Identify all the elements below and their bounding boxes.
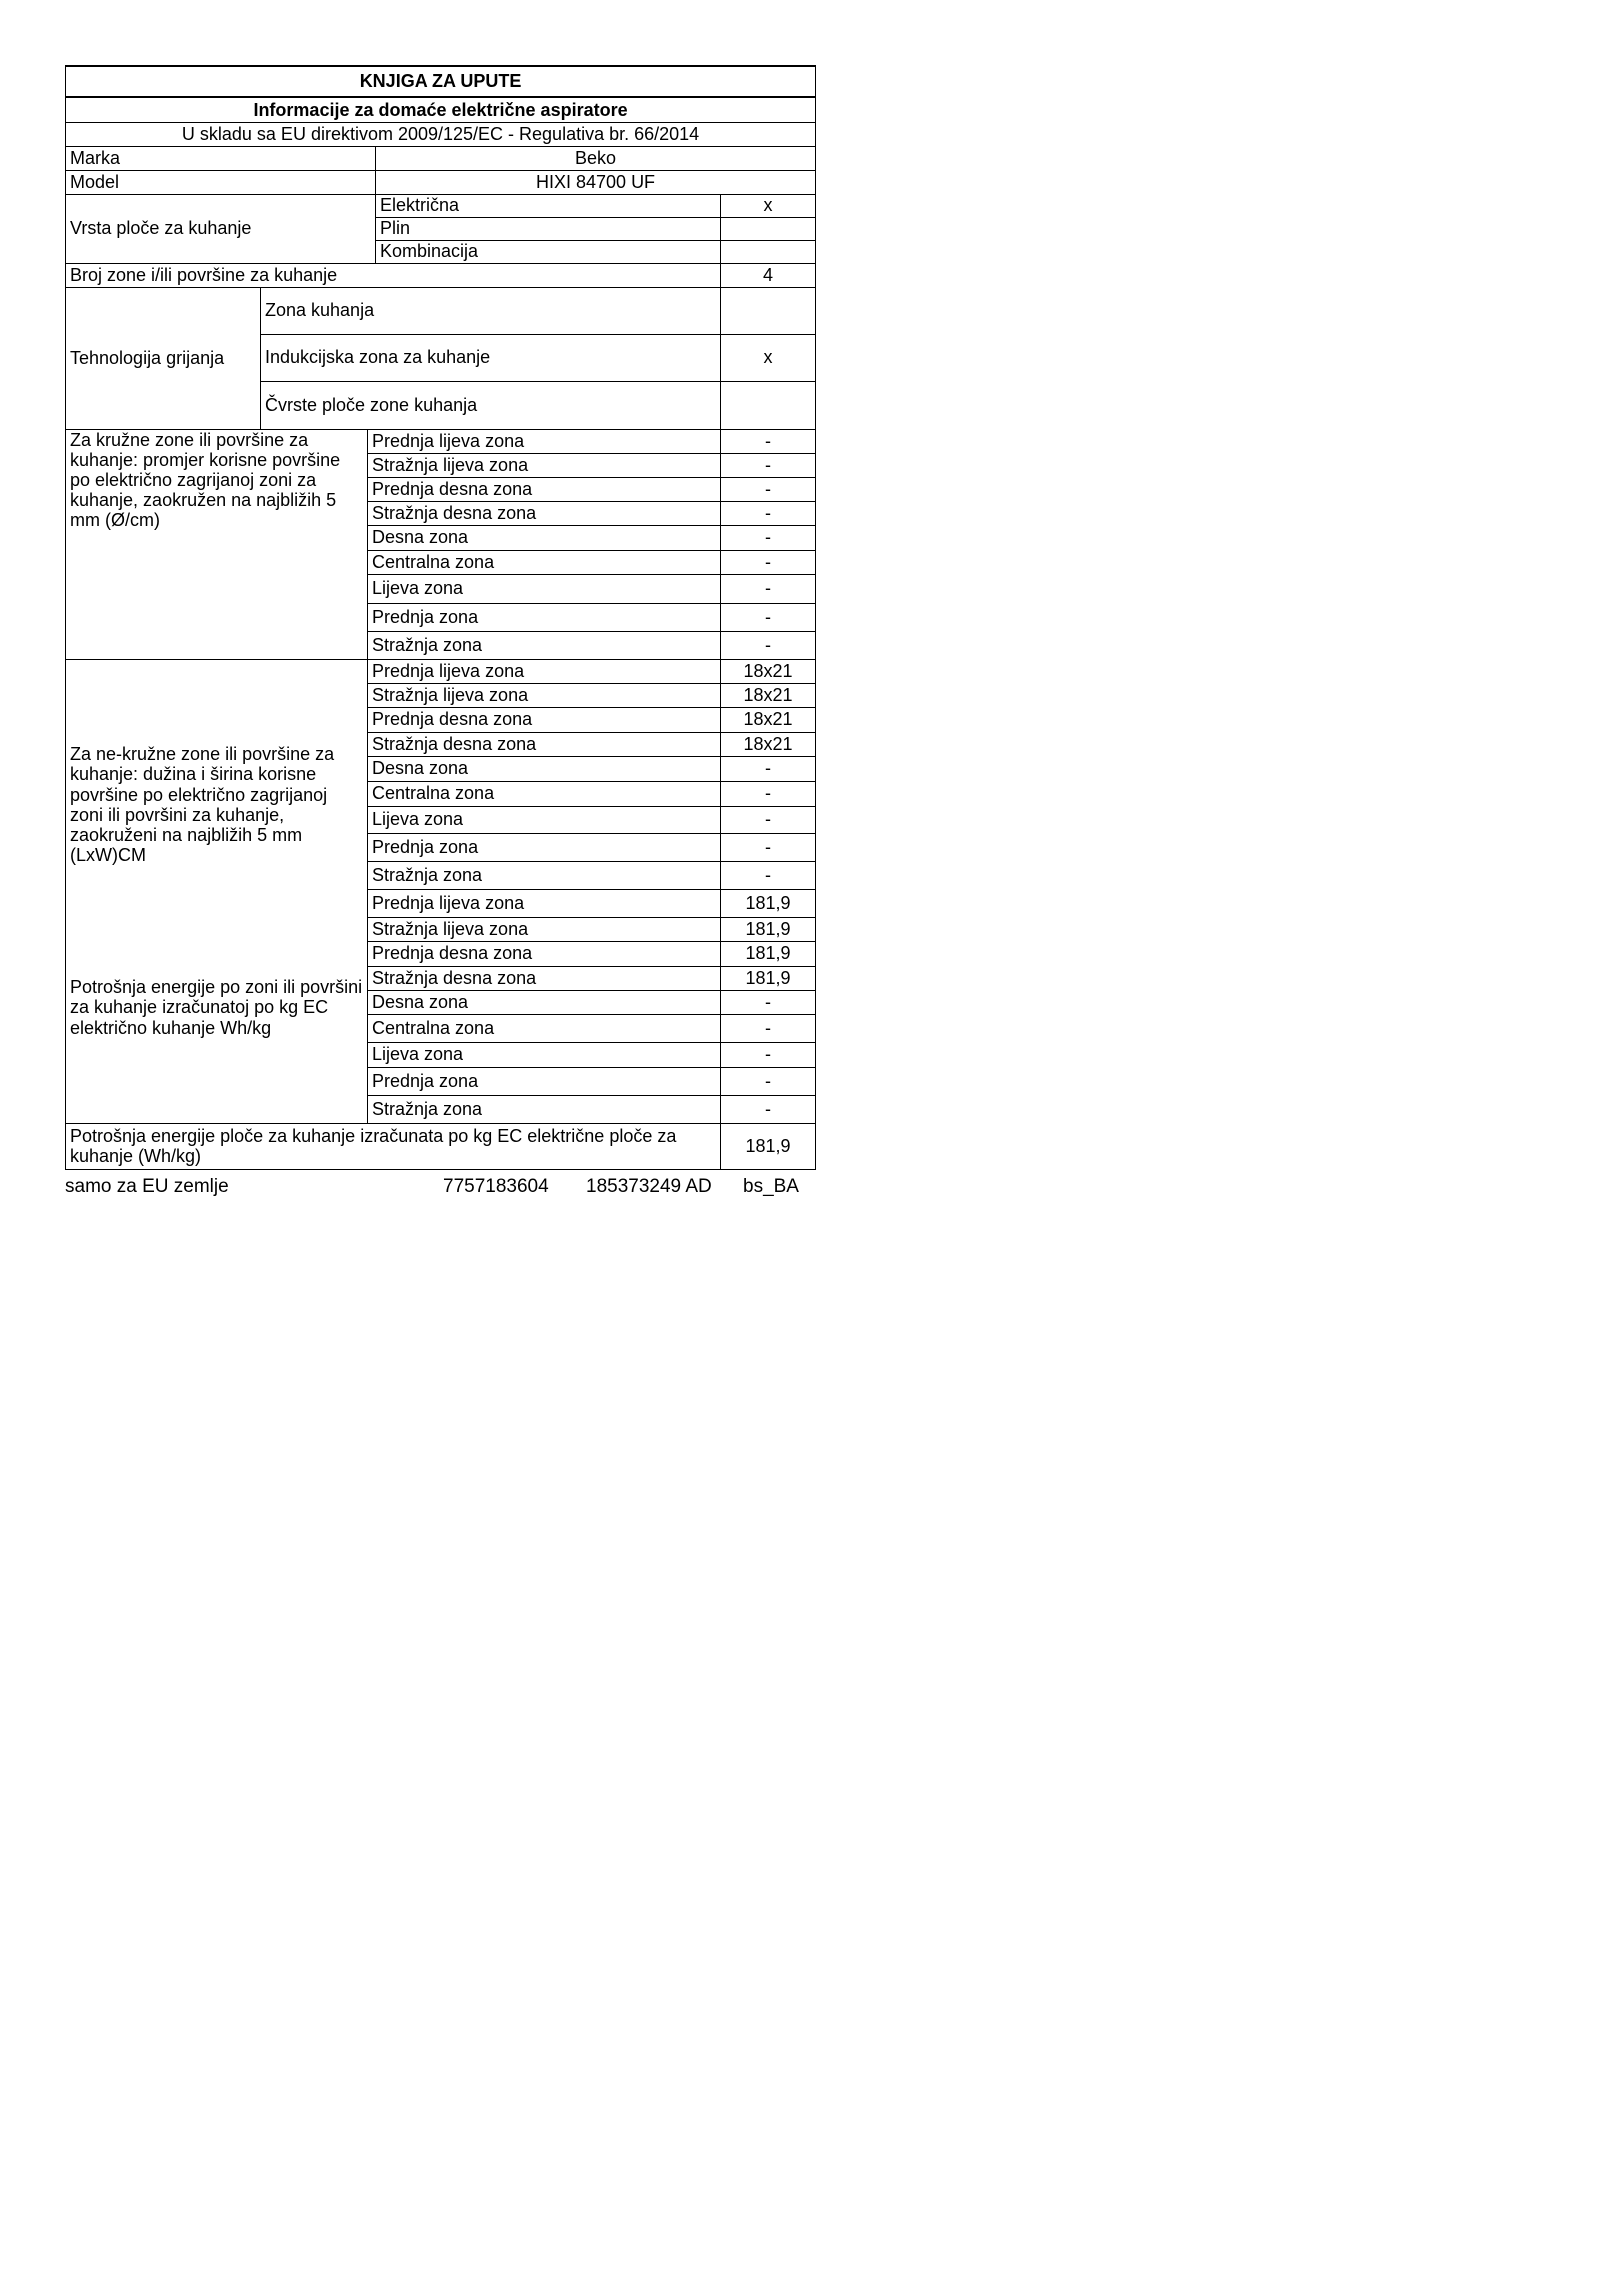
hob-type-option: Plin — [376, 217, 721, 240]
zone-count-value: 4 — [721, 263, 816, 287]
zone-value: - — [721, 756, 816, 781]
hob-type-value: x — [721, 194, 816, 217]
zone-value: - — [721, 1042, 816, 1067]
zone-name: Lijeva zona — [368, 574, 721, 603]
hob-type-value — [721, 240, 816, 263]
zone-value: - — [721, 603, 816, 631]
zone-name: Prednja zona — [368, 603, 721, 631]
zone-value: - — [721, 525, 816, 550]
brand-value: Beko — [376, 146, 816, 170]
zone-value: - — [721, 781, 816, 806]
zone-name: Stražnja desna zona — [368, 732, 721, 756]
hob-type-value — [721, 217, 816, 240]
hob-type-option: Električna — [376, 194, 721, 217]
energy-total-label: Potrošnja energije ploče za kuhanje izračunata po kg EC električne ploče za kuhanje (Wh/kg) — [66, 1123, 721, 1169]
zone-name: Stražnja lijeva zona — [368, 453, 721, 477]
zone-name: Prednja desna zona — [368, 941, 721, 966]
zone-value: 181,9 — [721, 941, 816, 966]
heating-tech-value: x — [721, 334, 816, 381]
zone-name: Stražnja zona — [368, 861, 721, 889]
brand-label: Marka — [66, 146, 376, 170]
footer-code-1: 7757183604 — [443, 1175, 549, 1197]
zone-name: Stražnja zona — [368, 631, 721, 659]
zone-value: - — [721, 477, 816, 501]
zone-name: Prednja lijeva zona — [368, 429, 721, 453]
regulation-note: U skladu sa EU direktivom 2009/125/EC - Regulativa br. 66/2014 — [66, 122, 816, 146]
zone-value: - — [721, 861, 816, 889]
zone-name: Desna zona — [368, 990, 721, 1014]
zone-count-label: Broj zone i/ili površine za kuhanje — [66, 263, 721, 287]
heating-tech-option: Indukcijska zona za kuhanje — [261, 334, 721, 381]
footer-code-2: 185373249 AD — [586, 1175, 712, 1197]
zone-name: Desna zona — [368, 756, 721, 781]
zone-value: 18x21 — [721, 732, 816, 756]
model-label: Model — [66, 170, 376, 194]
hob-type-label: Vrsta ploče za kuhanje — [66, 194, 376, 263]
zone-value: 18x21 — [721, 707, 816, 732]
footer-locale: bs_BA — [743, 1175, 799, 1197]
zone-name: Stražnja zona — [368, 1095, 721, 1123]
document-title: KNJIGA ZA UPUTE — [66, 66, 816, 97]
footer — [65, 1170, 815, 1200]
footer-note: samo za EU zemlje — [65, 1175, 229, 1197]
energy-total-value: 181,9 — [721, 1123, 816, 1169]
zone-name: Desna zona — [368, 525, 721, 550]
circular-zones-label: Za kružne zone ili površine za kuhanje: promjer korisne površine po električno zagrijanoj zoni za kuhanje, zaokružen na najbližih 5 mm (Ø/cm) — [66, 429, 368, 659]
heating-tech-label: Tehnologija grijanja — [66, 287, 261, 429]
zone-name: Prednja desna zona — [368, 477, 721, 501]
zone-name: Stražnja lijeva zona — [368, 917, 721, 941]
zone-name: Centralna zona — [368, 781, 721, 806]
heating-tech-value — [721, 381, 816, 429]
zone-value: - — [721, 806, 816, 833]
zone-name: Prednja desna zona — [368, 707, 721, 732]
zone-value: 181,9 — [721, 966, 816, 990]
zone-name: Prednja zona — [368, 1067, 721, 1095]
zone-value: - — [721, 429, 816, 453]
zone-value: - — [721, 833, 816, 861]
zone-name: Prednja lijeva zona — [368, 659, 721, 683]
zone-name: Stražnja desna zona — [368, 966, 721, 990]
zone-value: - — [721, 631, 816, 659]
noncircular-zones-label: Za ne-kružne zone ili površine za kuhanje: dužina i širina korisne površine po električno zagrijanoj zoni ili površini za kuhanje, zaokruženi na najbližih 5 mm (LxW)CM — [70, 744, 335, 866]
zone-value: - — [721, 501, 816, 525]
heating-tech-value — [721, 287, 816, 334]
zone-value: - — [721, 1095, 816, 1123]
zone-value: - — [721, 1014, 816, 1042]
document-subtitle: Informacije za domaće električne aspiratore — [66, 97, 816, 122]
zone-name: Stražnja lijeva zona — [368, 683, 721, 707]
zone-value: - — [721, 990, 816, 1014]
zone-value: 18x21 — [721, 659, 816, 683]
zone-name: Centralna zona — [368, 1014, 721, 1042]
heating-tech-option: Čvrste ploče zone kuhanja — [261, 381, 721, 429]
model-value: HIXI 84700 UF — [376, 170, 816, 194]
heating-tech-option: Zona kuhanja — [261, 287, 721, 334]
zone-value: 18x21 — [721, 683, 816, 707]
zone-value: - — [721, 453, 816, 477]
energy-zones-label: Potrošnja energije po zoni ili površini za kuhanje izračunatoj po kg EC električno kuhanje Wh/kg — [70, 977, 363, 1038]
hob-type-option: Kombinacija — [376, 240, 721, 263]
zone-name: Lijeva zona — [368, 806, 721, 833]
zone-name: Prednja lijeva zona — [368, 889, 721, 917]
zone-name: Prednja zona — [368, 833, 721, 861]
zone-value: - — [721, 550, 816, 574]
dimensions-energy-labels — [66, 659, 368, 1123]
zone-name: Lijeva zona — [368, 1042, 721, 1067]
zone-value: 181,9 — [721, 917, 816, 941]
zone-name: Centralna zona — [368, 550, 721, 574]
zone-value: 181,9 — [721, 889, 816, 917]
product-fiche — [65, 65, 815, 1200]
zone-value: - — [721, 574, 816, 603]
zone-name: Stražnja desna zona — [368, 501, 721, 525]
product-info-table — [65, 65, 816, 1170]
zone-value: - — [721, 1067, 816, 1095]
